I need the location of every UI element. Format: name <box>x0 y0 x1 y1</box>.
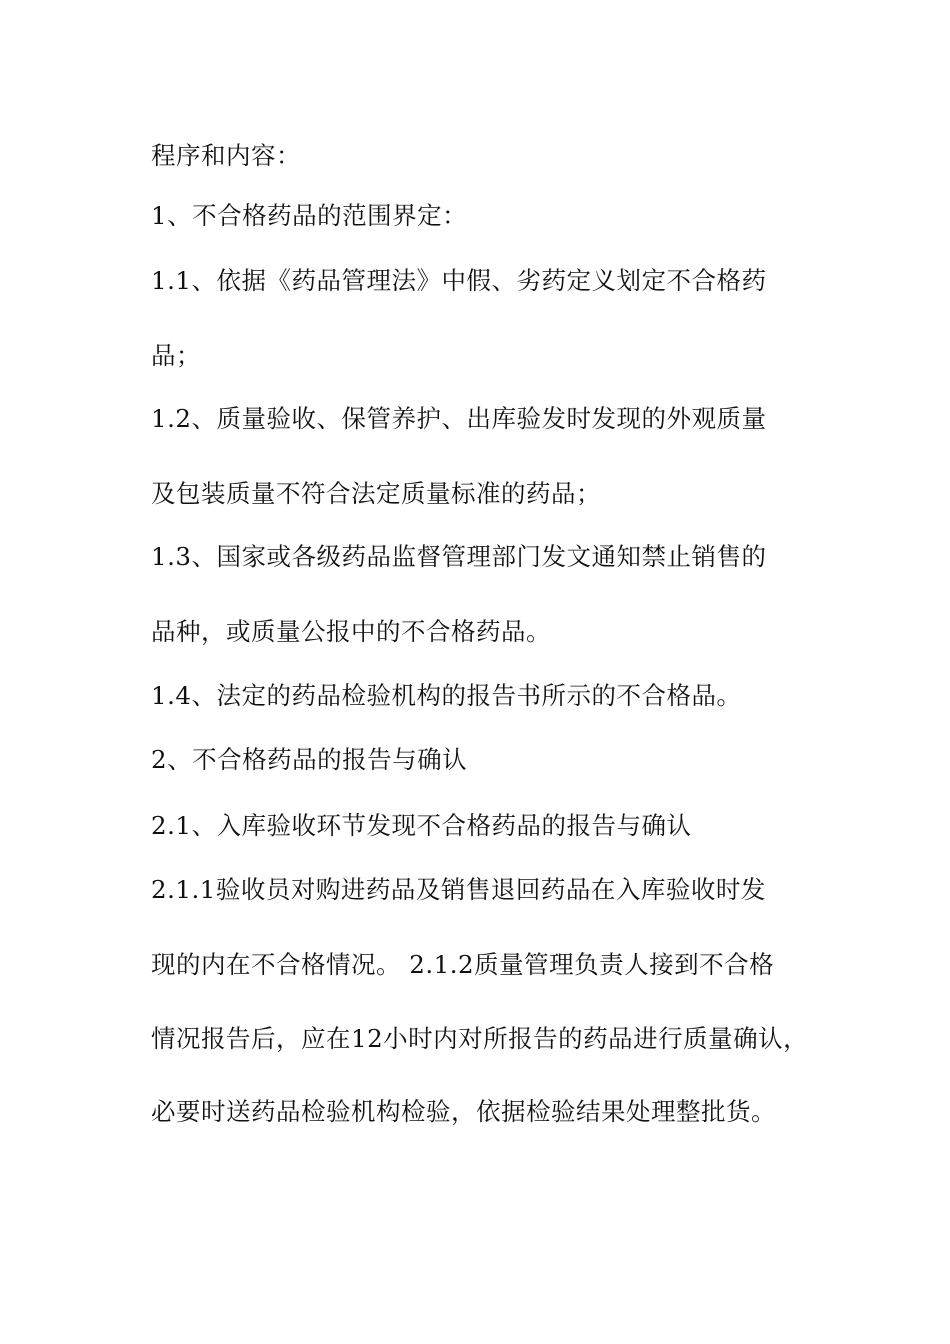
text-line-2-1: 2.1、入库验收环节发现不合格药品的报告与确认 <box>151 811 692 840</box>
text-line-1-2-part1: 1.2、质量验收、保管养护、出库验发时发现的外观质量 <box>151 404 767 433</box>
text-line-2-1-2-part1: 情况报告后，应在12小时内对所报告的药品进行质量确认， <box>151 1024 809 1053</box>
text-line-1-4: 1.4、法定的药品检验机构的报告书所示的不合格品。 <box>151 681 742 710</box>
text-line-section-2: 2、不合格药品的报告与确认 <box>151 745 468 774</box>
text-line-1-3-part2: 品种，或质量公报中的不合格药品。 <box>151 617 551 646</box>
text-line-procedure-heading: 程序和内容： <box>151 141 301 170</box>
text-line-1-1-part1: 1.1、依据《药品管理法》中假、劣药定义划定不合格药 <box>151 266 767 295</box>
text-line-1-1-part2: 品； <box>151 341 201 370</box>
text-line-section-1: 1、不合格药品的范围界定： <box>151 201 468 230</box>
text-line-2-1-1-part2: 现的内在不合格情况。 2.1.2质量管理负责人接到不合格 <box>151 950 775 979</box>
text-line-1-3-part1: 1.3、国家或各级药品监督管理部门发文通知禁止销售的 <box>151 542 767 571</box>
text-line-2-1-1-part1: 2.1.1验收员对购进药品及销售退回药品在入库验收时发 <box>151 875 766 904</box>
text-line-2-1-2-part2: 必要时送药品检验机构检验，依据检验结果处理整批货。 <box>151 1097 776 1126</box>
text-line-1-2-part2: 及包装质量不符合法定质量标准的药品； <box>151 479 601 508</box>
